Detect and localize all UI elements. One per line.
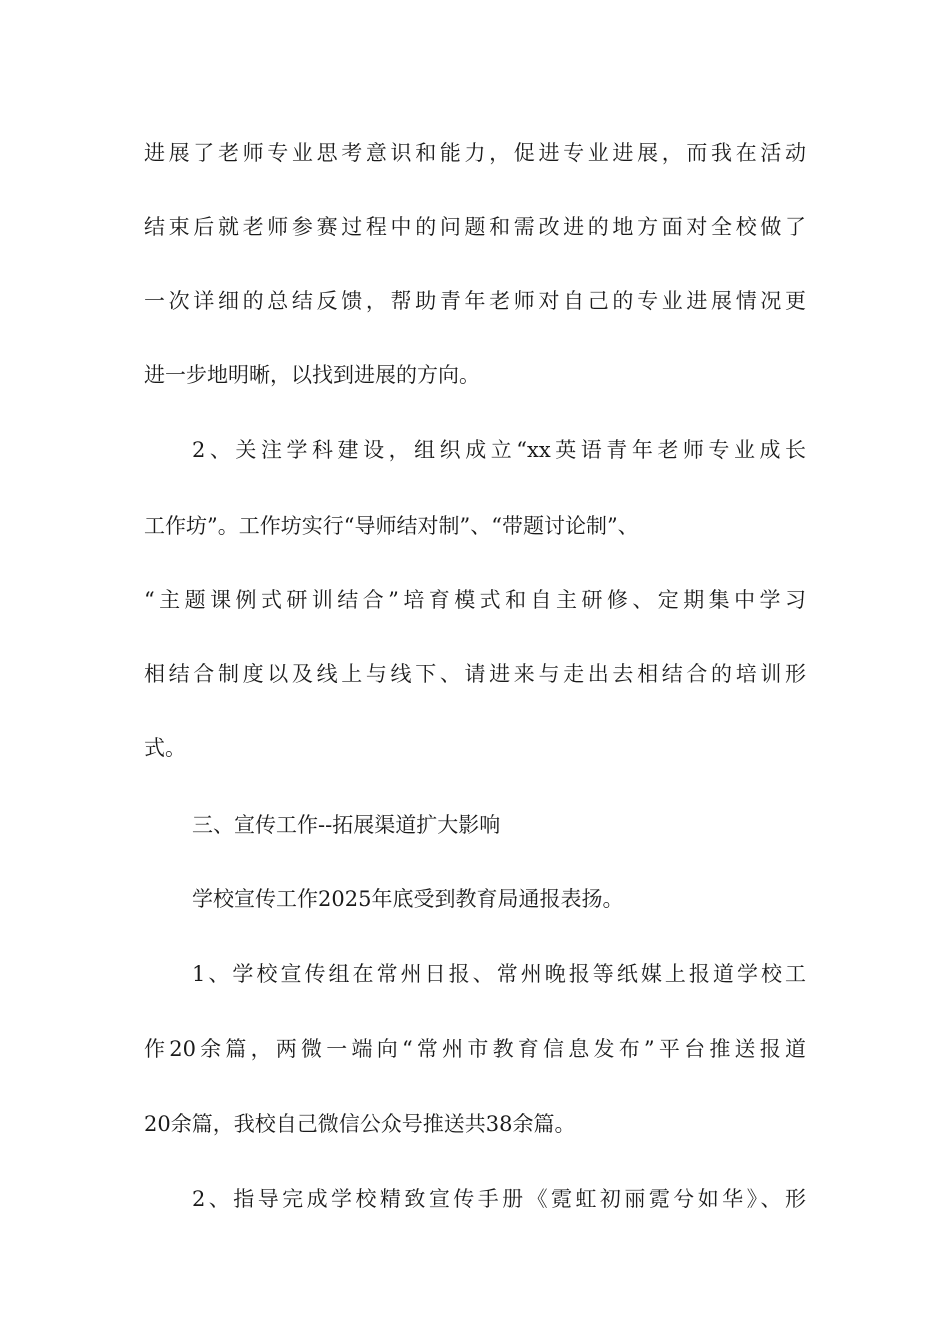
text-line: 进一步地明晰，以找到进展的方向。: [144, 363, 480, 387]
text-line: 式。: [144, 736, 186, 760]
text-line: 进展了老师专业思考意识和能力，促进专业进展，而我在活动: [144, 141, 806, 165]
text-line: 作20余篇，两微一端向“常州市教育信息发布”平台推送报道: [144, 1037, 806, 1061]
paragraph-start-line: 学校宣传工作2025年底受到教育局通报表扬。: [192, 887, 624, 911]
text-line: 相结合制度以及线上与线下、请进来与走出去相结合的培训形: [144, 662, 806, 686]
paragraph-start-line: 2、指导完成学校精致宣传手册《霓虹初丽霓兮如华》、形: [192, 1187, 806, 1211]
paragraph-start-line: 1、学校宣传组在常州日报、常州晚报等纸媒上报道学校工: [192, 962, 806, 986]
text-line: 结束后就老师参赛过程中的问题和需改进的地方面对全校做了: [144, 215, 806, 239]
text-line: “主题课例式研训结合”培育模式和自主研修、定期集中学习: [144, 588, 806, 612]
paragraph-start-line: 2、关注学科建设，组织成立“xx英语青年老师专业成长: [192, 438, 806, 462]
section-heading: 三、宣传工作--拓展渠道扩大影响: [192, 813, 501, 837]
text-line: 20余篇，我校自己微信公众号推送共38余篇。: [144, 1112, 576, 1136]
text-line: 一次详细的总结反馈，帮助青年老师对自己的专业进展情况更: [144, 289, 806, 313]
text-line: 工作坊”。工作坊实行“导师结对制”、“带题讨论制”、: [144, 514, 639, 538]
